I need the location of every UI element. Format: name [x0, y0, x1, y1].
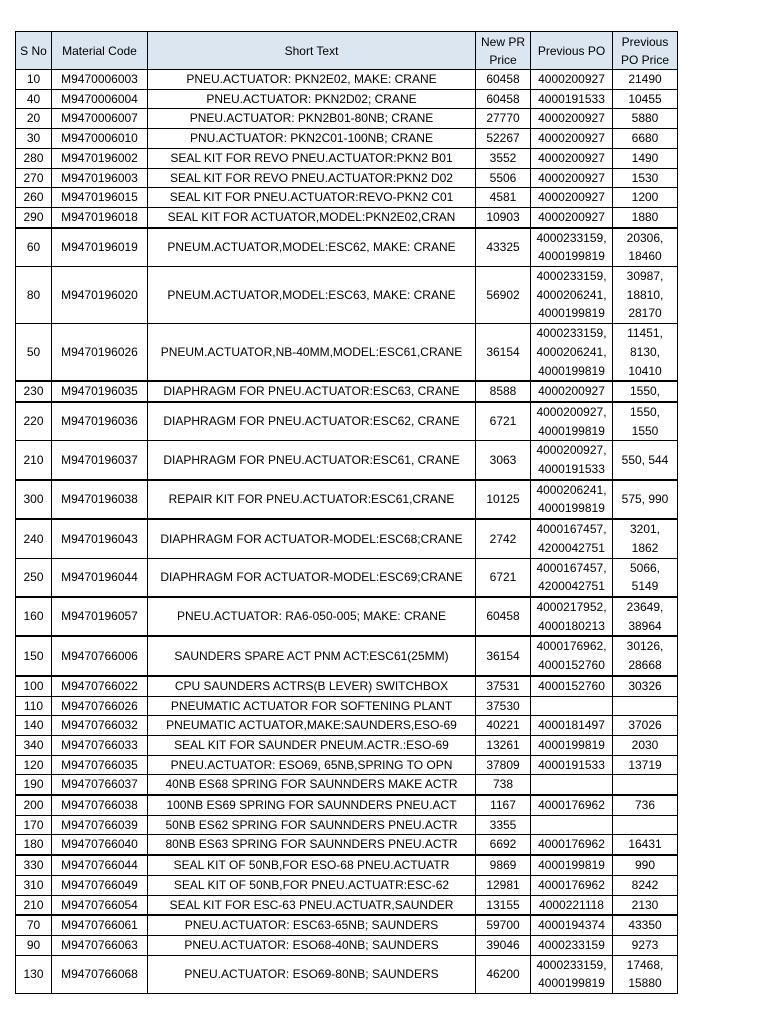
s-no-cell: 10 — [16, 70, 52, 90]
table-row — [16, 441, 678, 480]
previous-po-cell: 4000200927 — [531, 109, 613, 129]
s-no-cell: 260 — [16, 188, 52, 208]
material-code-cell: M9470196038 — [52, 480, 148, 519]
header-row — [16, 32, 678, 70]
table-row — [16, 755, 678, 775]
table-row — [16, 775, 678, 795]
new-pr-price-cell: 8588 — [476, 381, 531, 402]
material-code-cell: M9470766061 — [52, 915, 148, 935]
s-no-cell: 310 — [16, 875, 52, 895]
s-no-cell: 210 — [16, 895, 52, 915]
material-code-cell: M9470766033 — [52, 735, 148, 755]
material-code-cell: M9470196044 — [52, 558, 148, 597]
s-no-cell: 140 — [16, 716, 52, 736]
previous-po-cell: 4000200927 — [531, 129, 613, 149]
short-text-cell: CPU SAUNDERS ACTRS(B LEVER) SWITCHBOX — [148, 676, 476, 696]
table-row — [16, 207, 678, 227]
spreadsheet-page — [15, 31, 678, 994]
short-text-cell: PNEU.ACTUATOR: RA6-050-005; MAKE: CRANE — [148, 597, 476, 636]
new-pr-price-cell: 6721 — [476, 402, 531, 441]
short-text-cell: PNEUM.ACTUATOR,MODEL:ESC63, MAKE: CRANE — [148, 267, 476, 324]
s-no-cell: 270 — [16, 168, 52, 188]
short-text-cell: 50NB ES62 SPRING FOR SAUNNDERS PNEU.ACTR — [148, 815, 476, 835]
new-pr-price-cell: 4581 — [476, 188, 531, 208]
previous-po-cell: 4000191533 — [531, 755, 613, 775]
header-s-no: S No — [16, 32, 52, 70]
table-row — [16, 696, 678, 716]
previous-po-cell: 4000176962 — [531, 835, 613, 855]
short-text-cell: PNU.ACTUATOR: PKN2C01-100NB; CRANE — [148, 129, 476, 149]
new-pr-price-cell: 6692 — [476, 835, 531, 855]
table-row — [16, 381, 678, 402]
material-code-cell: M9470196035 — [52, 381, 148, 402]
previous-po-cell: 4000152760 — [531, 676, 613, 696]
s-no-cell: 40 — [16, 89, 52, 109]
new-pr-price-cell: 37809 — [476, 755, 531, 775]
header-new-pr-price: New PR Price — [476, 32, 531, 70]
previous-po-price-cell: 1550, — [613, 381, 678, 402]
previous-po-price-cell: 990 — [613, 855, 678, 875]
previous-po-price-cell: 8242 — [613, 875, 678, 895]
short-text-cell: SEAL KIT OF 50NB,FOR ESO-68 PNEU.ACTUATR — [148, 855, 476, 875]
previous-po-price-cell: 5066, 5149 — [613, 558, 678, 597]
material-code-cell: M9470196002 — [52, 148, 148, 168]
table-body — [16, 70, 678, 994]
s-no-cell: 80 — [16, 267, 52, 324]
s-no-cell: 100 — [16, 676, 52, 696]
material-code-cell: M9470766044 — [52, 855, 148, 875]
previous-po-price-cell: 20306, 18460 — [613, 228, 678, 267]
short-text-cell: SEAL KIT FOR ACTUATOR,MODEL:PKN2E02,CRAN — [148, 207, 476, 227]
new-pr-price-cell: 37531 — [476, 676, 531, 696]
material-code-cell: M9470006003 — [52, 70, 148, 90]
new-pr-price-cell: 13155 — [476, 895, 531, 915]
s-no-cell: 340 — [16, 735, 52, 755]
new-pr-price-cell: 39046 — [476, 935, 531, 955]
new-pr-price-cell: 40221 — [476, 716, 531, 736]
previous-po-cell: 4000206241, 4000199819 — [531, 480, 613, 519]
previous-po-price-cell: 1490 — [613, 148, 678, 168]
material-price-table — [15, 31, 678, 994]
table-row — [16, 855, 678, 875]
new-pr-price-cell: 60458 — [476, 89, 531, 109]
previous-po-price-cell: 13719 — [613, 755, 678, 775]
material-code-cell: M9470006010 — [52, 129, 148, 149]
material-code-cell: M9470196036 — [52, 402, 148, 441]
new-pr-price-cell: 1167 — [476, 795, 531, 815]
previous-po-price-cell: 43350 — [613, 915, 678, 935]
s-no-cell: 30 — [16, 129, 52, 149]
table-row — [16, 519, 678, 558]
previous-po-cell: 4000200927 — [531, 168, 613, 188]
previous-po-cell: 4000167457, 4200042751 — [531, 558, 613, 597]
previous-po-price-cell: 1530 — [613, 168, 678, 188]
s-no-cell: 90 — [16, 935, 52, 955]
previous-po-price-cell: 1550, 1550 — [613, 402, 678, 441]
s-no-cell: 220 — [16, 402, 52, 441]
table-row — [16, 70, 678, 90]
new-pr-price-cell: 13261 — [476, 735, 531, 755]
previous-po-cell — [531, 696, 613, 716]
table-row — [16, 188, 678, 208]
new-pr-price-cell: 10903 — [476, 207, 531, 227]
short-text-cell: PNEU.ACTUATOR: ESC63-65NB; SAUNDERS — [148, 915, 476, 935]
new-pr-price-cell: 10125 — [476, 480, 531, 519]
new-pr-price-cell: 738 — [476, 775, 531, 795]
s-no-cell: 50 — [16, 324, 52, 382]
previous-po-cell: 4000200927 — [531, 381, 613, 402]
short-text-cell: PNEUM.ACTUATOR,NB-40MM,MODEL:ESC61,CRANE — [148, 324, 476, 382]
previous-po-price-cell: 3201, 1862 — [613, 519, 678, 558]
short-text-cell: PNEU.ACTUATOR: PKN2B01-80NB; CRANE — [148, 109, 476, 129]
short-text-cell: DIAPHRAGM FOR ACTUATOR-MODEL:ESC69;CRANE — [148, 558, 476, 597]
table-row — [16, 129, 678, 149]
s-no-cell: 150 — [16, 636, 52, 675]
short-text-cell: 40NB ES68 SPRING FOR SAUNNDERS MAKE ACTR — [148, 775, 476, 795]
s-no-cell: 230 — [16, 381, 52, 402]
previous-po-cell: 4000181497 — [531, 716, 613, 736]
new-pr-price-cell: 27770 — [476, 109, 531, 129]
material-code-cell: M9470196020 — [52, 267, 148, 324]
short-text-cell: SEAL KIT FOR REVO PNEU.ACTUATOR:PKN2 D02 — [148, 168, 476, 188]
previous-po-price-cell: 30126, 28668 — [613, 636, 678, 675]
material-code-cell: M9470766039 — [52, 815, 148, 835]
previous-po-cell: 4000233159, 4000206241, 4000199819 — [531, 267, 613, 324]
new-pr-price-cell: 36154 — [476, 636, 531, 675]
material-code-cell: M9470196043 — [52, 519, 148, 558]
short-text-cell: 80NB ES63 SPRING FOR SAUNNDERS PNEU.ACTR — [148, 835, 476, 855]
table-row — [16, 915, 678, 935]
new-pr-price-cell: 59700 — [476, 915, 531, 935]
s-no-cell: 160 — [16, 597, 52, 636]
material-code-cell: M9470766054 — [52, 895, 148, 915]
previous-po-price-cell: 16431 — [613, 835, 678, 855]
previous-po-cell: 4000191533 — [531, 89, 613, 109]
previous-po-price-cell: 2130 — [613, 895, 678, 915]
s-no-cell: 60 — [16, 228, 52, 267]
material-code-cell: M9470766022 — [52, 676, 148, 696]
new-pr-price-cell: 36154 — [476, 324, 531, 382]
material-code-cell: M9470196015 — [52, 188, 148, 208]
previous-po-price-cell: 1880 — [613, 207, 678, 227]
s-no-cell: 170 — [16, 815, 52, 835]
short-text-cell: PNEUMATIC ACTUATOR,MAKE:SAUNDERS,ESO-69 — [148, 716, 476, 736]
previous-po-price-cell: 37026 — [613, 716, 678, 736]
previous-po-cell: 4000217952, 4000180213 — [531, 597, 613, 636]
material-code-cell: M9470766032 — [52, 716, 148, 736]
table-row — [16, 324, 678, 382]
material-code-cell: M9470766063 — [52, 935, 148, 955]
previous-po-price-cell: 736 — [613, 795, 678, 815]
previous-po-cell: 4000167457, 4200042751 — [531, 519, 613, 558]
short-text-cell: SEAL KIT OF 50NB,FOR PNEU.ACTUATR:ESC-62 — [148, 875, 476, 895]
header-previous-po: Previous PO — [531, 32, 613, 70]
short-text-cell: PNEUM.ACTUATOR,MODEL:ESC62, MAKE: CRANE — [148, 228, 476, 267]
previous-po-cell: 4000176962 — [531, 795, 613, 815]
short-text-cell: PNEU.ACTUATOR: ESO69-80NB; SAUNDERS — [148, 955, 476, 993]
previous-po-cell: 4000176962, 4000152760 — [531, 636, 613, 675]
short-text-cell: REPAIR KIT FOR PNEU.ACTUATOR:ESC61,CRANE — [148, 480, 476, 519]
table-row — [16, 835, 678, 855]
previous-po-cell — [531, 775, 613, 795]
short-text-cell: DIAPHRAGM FOR PNEU.ACTUATOR:ESC62, CRANE — [148, 402, 476, 441]
table-row — [16, 168, 678, 188]
table-row — [16, 716, 678, 736]
previous-po-price-cell: 30987, 18810, 28170 — [613, 267, 678, 324]
short-text-cell: PNEU.ACTUATOR: ESO68-40NB; SAUNDERS — [148, 935, 476, 955]
new-pr-price-cell: 3063 — [476, 441, 531, 480]
s-no-cell: 300 — [16, 480, 52, 519]
previous-po-cell: 4000199819 — [531, 735, 613, 755]
previous-po-cell: 4000176962 — [531, 875, 613, 895]
previous-po-price-cell — [613, 696, 678, 716]
new-pr-price-cell: 46200 — [476, 955, 531, 993]
table-row — [16, 676, 678, 696]
new-pr-price-cell: 6721 — [476, 558, 531, 597]
material-code-cell: M9470766040 — [52, 835, 148, 855]
new-pr-price-cell: 3552 — [476, 148, 531, 168]
previous-po-cell: 4000200927, 4000191533 — [531, 441, 613, 480]
material-code-cell: M9470196003 — [52, 168, 148, 188]
table-row — [16, 935, 678, 955]
previous-po-price-cell: 21490 — [613, 70, 678, 90]
s-no-cell: 210 — [16, 441, 52, 480]
s-no-cell: 120 — [16, 755, 52, 775]
previous-po-cell: 4000221118 — [531, 895, 613, 915]
material-code-cell: M9470766038 — [52, 795, 148, 815]
previous-po-price-cell: 11451, 8130, 10410 — [613, 324, 678, 382]
material-code-cell: M9470006007 — [52, 109, 148, 129]
new-pr-price-cell: 43325 — [476, 228, 531, 267]
table-row — [16, 636, 678, 675]
previous-po-price-cell: 10455 — [613, 89, 678, 109]
short-text-cell: SEAL KIT FOR SAUNDER PNEUM.ACTR.:ESO-69 — [148, 735, 476, 755]
previous-po-cell: 4000200927 — [531, 70, 613, 90]
short-text-cell: SEAL KIT FOR ESC-63 PNEU.ACTUATR,SAUNDER — [148, 895, 476, 915]
material-code-cell: M9470196057 — [52, 597, 148, 636]
previous-po-cell: 4000200927 — [531, 207, 613, 227]
table-row — [16, 109, 678, 129]
material-code-cell: M9470766035 — [52, 755, 148, 775]
table-row — [16, 875, 678, 895]
new-pr-price-cell: 12981 — [476, 875, 531, 895]
table-row — [16, 815, 678, 835]
new-pr-price-cell: 5506 — [476, 168, 531, 188]
new-pr-price-cell: 56902 — [476, 267, 531, 324]
header-previous-po-price: Previous PO Price — [613, 32, 678, 70]
s-no-cell: 70 — [16, 915, 52, 935]
previous-po-price-cell: 575, 990 — [613, 480, 678, 519]
s-no-cell: 20 — [16, 109, 52, 129]
s-no-cell: 250 — [16, 558, 52, 597]
previous-po-price-cell: 5880 — [613, 109, 678, 129]
s-no-cell: 330 — [16, 855, 52, 875]
table-row — [16, 795, 678, 815]
material-code-cell: M9470196019 — [52, 228, 148, 267]
table-row — [16, 267, 678, 324]
material-code-cell: M9470196037 — [52, 441, 148, 480]
s-no-cell: 240 — [16, 519, 52, 558]
table-row — [16, 597, 678, 636]
new-pr-price-cell: 2742 — [476, 519, 531, 558]
previous-po-price-cell: 17468, 15880 — [613, 955, 678, 993]
previous-po-cell: 4000233159, 4000206241, 4000199819 — [531, 324, 613, 382]
material-code-cell: M9470766006 — [52, 636, 148, 675]
new-pr-price-cell: 60458 — [476, 597, 531, 636]
short-text-cell: DIAPHRAGM FOR PNEU.ACTUATOR:ESC61, CRANE — [148, 441, 476, 480]
previous-po-cell: 4000200927 — [531, 148, 613, 168]
table-row — [16, 228, 678, 267]
previous-po-price-cell: 550, 544 — [613, 441, 678, 480]
new-pr-price-cell: 52267 — [476, 129, 531, 149]
previous-po-price-cell: 1200 — [613, 188, 678, 208]
material-code-cell: M9470196018 — [52, 207, 148, 227]
short-text-cell: 100NB ES69 SPRING FOR SAUNNDERS PNEU.ACT — [148, 795, 476, 815]
s-no-cell: 190 — [16, 775, 52, 795]
new-pr-price-cell: 3355 — [476, 815, 531, 835]
s-no-cell: 130 — [16, 955, 52, 993]
short-text-cell: PNEUMATIC ACTUATOR FOR SOFTENING PLANT — [148, 696, 476, 716]
previous-po-cell: 4000194374 — [531, 915, 613, 935]
table-row — [16, 955, 678, 993]
short-text-cell: SAUNDERS SPARE ACT PNM ACT:ESC61(25MM) — [148, 636, 476, 675]
new-pr-price-cell: 9869 — [476, 855, 531, 875]
s-no-cell: 200 — [16, 795, 52, 815]
header-material-code: Material Code — [52, 32, 148, 70]
previous-po-cell: 4000199819 — [531, 855, 613, 875]
previous-po-price-cell: 6680 — [613, 129, 678, 149]
short-text-cell: PNEU.ACTUATOR: ESO69, 65NB,SPRING TO OPN — [148, 755, 476, 775]
material-code-cell: M9470196026 — [52, 324, 148, 382]
previous-po-cell: 4000233159 — [531, 935, 613, 955]
previous-po-cell: 4000233159, 4000199819 — [531, 228, 613, 267]
header-short-text: Short Text — [148, 32, 476, 70]
table-row — [16, 148, 678, 168]
table-row — [16, 895, 678, 915]
previous-po-cell: 4000200927 — [531, 188, 613, 208]
previous-po-price-cell: 2030 — [613, 735, 678, 755]
previous-po-price-cell: 30326 — [613, 676, 678, 696]
table-row — [16, 735, 678, 755]
s-no-cell: 110 — [16, 696, 52, 716]
material-code-cell: M9470766026 — [52, 696, 148, 716]
material-code-cell: M9470766068 — [52, 955, 148, 993]
previous-po-price-cell: 9273 — [613, 935, 678, 955]
previous-po-price-cell — [613, 815, 678, 835]
short-text-cell: PNEU.ACTUATOR: PKN2E02, MAKE: CRANE — [148, 70, 476, 90]
table-row — [16, 89, 678, 109]
table-row — [16, 558, 678, 597]
table-row — [16, 402, 678, 441]
s-no-cell: 290 — [16, 207, 52, 227]
short-text-cell: SEAL KIT FOR PNEU.ACTUATOR:REVO-PKN2 C01 — [148, 188, 476, 208]
short-text-cell: PNEU.ACTUATOR: PKN2D02; CRANE — [148, 89, 476, 109]
new-pr-price-cell: 60458 — [476, 70, 531, 90]
new-pr-price-cell: 37530 — [476, 696, 531, 716]
s-no-cell: 280 — [16, 148, 52, 168]
short-text-cell: DIAPHRAGM FOR PNEU.ACTUATOR:ESC63, CRANE — [148, 381, 476, 402]
previous-po-cell: 4000200927, 4000199819 — [531, 402, 613, 441]
previous-po-cell — [531, 815, 613, 835]
s-no-cell: 180 — [16, 835, 52, 855]
previous-po-cell: 4000233159, 4000199819 — [531, 955, 613, 993]
previous-po-price-cell — [613, 775, 678, 795]
previous-po-price-cell: 23649, 38964 — [613, 597, 678, 636]
short-text-cell: SEAL KIT FOR REVO PNEU.ACTUATOR:PKN2 B01 — [148, 148, 476, 168]
table-row — [16, 480, 678, 519]
material-code-cell: M9470006004 — [52, 89, 148, 109]
short-text-cell: DIAPHRAGM FOR ACTUATOR-MODEL:ESC68;CRANE — [148, 519, 476, 558]
material-code-cell: M9470766049 — [52, 875, 148, 895]
material-code-cell: M9470766037 — [52, 775, 148, 795]
